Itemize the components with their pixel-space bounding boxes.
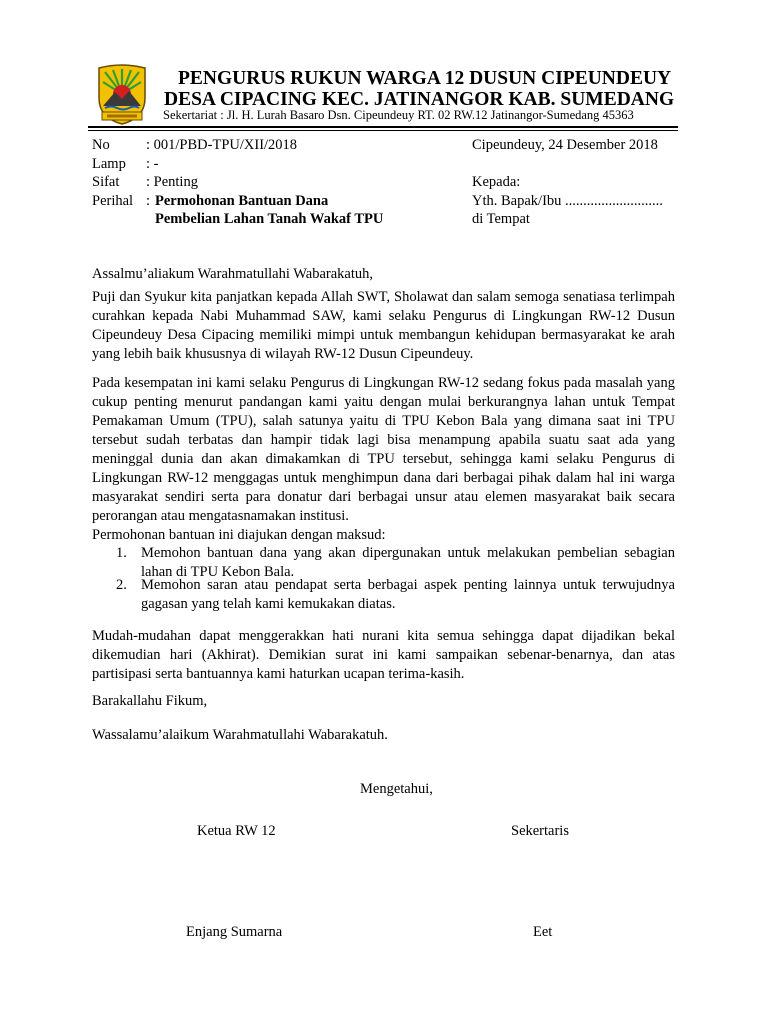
letterhead-rule-thin [88, 130, 678, 131]
sifat-value: : Penting [146, 174, 198, 190]
perihal-line2: Pembelian Lahan Tanah Wakaf TPU [155, 211, 384, 227]
org-address: Sekertariat : Jl. H. Lurah Basaro Dsn. Cipeundeuy RT. 02 RW.12 Jatinangor-Sumedang 45363 [163, 108, 634, 122]
recipient: Yth. Bapak/Ibu ........................... [472, 193, 663, 209]
signature-left-title: Ketua RW 12 [197, 823, 276, 839]
sifat-label: Sifat [92, 174, 120, 190]
no-label: No [92, 137, 110, 153]
list-item-2-number: 2. [116, 577, 127, 593]
list-item-2-text: Memohon saran atau pendapat serta berbagai aspek penting lainnya untuk terwujudnya gagasan yang telah kami kemukakan diatas. [141, 577, 675, 612]
mengetahui: Mengetahui, [360, 781, 433, 797]
perihal-colon: : [146, 193, 151, 209]
paragraph-2: Pada kesempatan ini kami selaku Pengurus di Lingkungan RW-12 sedang fokus pada masalah yang cukup penting menurut pandangan kami yaitu dengan mulai berkurangnya lahan untuk Tempat Pemakaman Umum (TPU), salah satunya yaitu di TPU Kebon Bala yang dimana saat ini TPU tersebut sudah terbatas dan hampir tidak lagi bisa menampung apabila suatu saat ada yang meninggal dunia dan akan dimakamkan di TPU tersebut, sehingga kami selaku Pengurus di Lingkungan RW-12 menggagas untuk menghimpun dana dari berbagai pihak dalam hal ini warga masyarakat sendiri serta para donatur dari berbagai unsur atau elemen masyarakat baik secara perorangan atau mengatasnamakan institusi. [92, 375, 675, 524]
sumedang-crest-icon [93, 64, 151, 126]
signature-left-name: Enjang Sumarna [186, 924, 283, 940]
place-date: Cipeundeuy, 24 Desember 2018 [472, 137, 658, 153]
perihal-label: Perihal [92, 193, 134, 209]
signature-right-name: Eet [533, 924, 553, 940]
no-value: : 001/PBD-TPU/XII/2018 [146, 137, 298, 153]
list-intro: Permohonan bantuan ini diajukan dengan maksud: [92, 527, 386, 543]
closing-salam: Wassalamu’alaikum Warahmatullahi Wabarakatuh. [92, 727, 388, 743]
lamp-label: Lamp [92, 156, 126, 172]
barakallahu: Barakallahu Fikum, [92, 693, 208, 709]
lamp-value: : - [146, 156, 159, 172]
paragraph-1: Puji dan Syukur kita panjatkan kepada Allah SWT, Sholawat dan salam semoga senatiasa terlimpah curahkan kepada Nabi Muhammad SAW, kami selaku Pengurus di Lingkungan RW-12 Dusun Cipeundeuy Desa Cipacing memiliki mimpi untuk membangun kehidupan bermasyarakat ke arah yang lebih baik khususnya di wilayah RW-12 Dusun Cipeundeuy. [92, 289, 675, 362]
list-item-1-number: 1. [116, 545, 127, 561]
paragraph-3: Mudah-mudahan dapat menggerakkan hati nurani kita semua sehingga dapat dijadikan bekal dikemudian hari (Akhirat). Demikian surat ini kami sampaikan sebenar-benarnya, dan atas partisipasi serta bantuannya kami haturkan ucapan terima-kasih. [92, 628, 675, 682]
org-name-line1: PENGURUS RUKUN WARGA 12 DUSUN CIPEUNDEUY [178, 68, 672, 89]
kepada-label: Kepada: [472, 174, 521, 190]
list-item-1-text: Memohon bantuan dana yang akan dipergunakan untuk melakukan pembelian sebagian lahan di TPU Kebon Bala. [141, 545, 675, 580]
org-name-line2: DESA CIPACING KEC. JATINANGOR KAB. SUMEDANG [164, 89, 675, 110]
perihal-line1: Permohonan Bantuan Dana [155, 193, 329, 209]
letterhead-rule-thick [88, 126, 678, 128]
signature-right-title: Sekertaris [511, 823, 569, 839]
greeting: Assalmu’aliakum Warahmatullahi Wabarakatuh, [92, 266, 374, 282]
di-tempat: di Tempat [472, 211, 530, 227]
